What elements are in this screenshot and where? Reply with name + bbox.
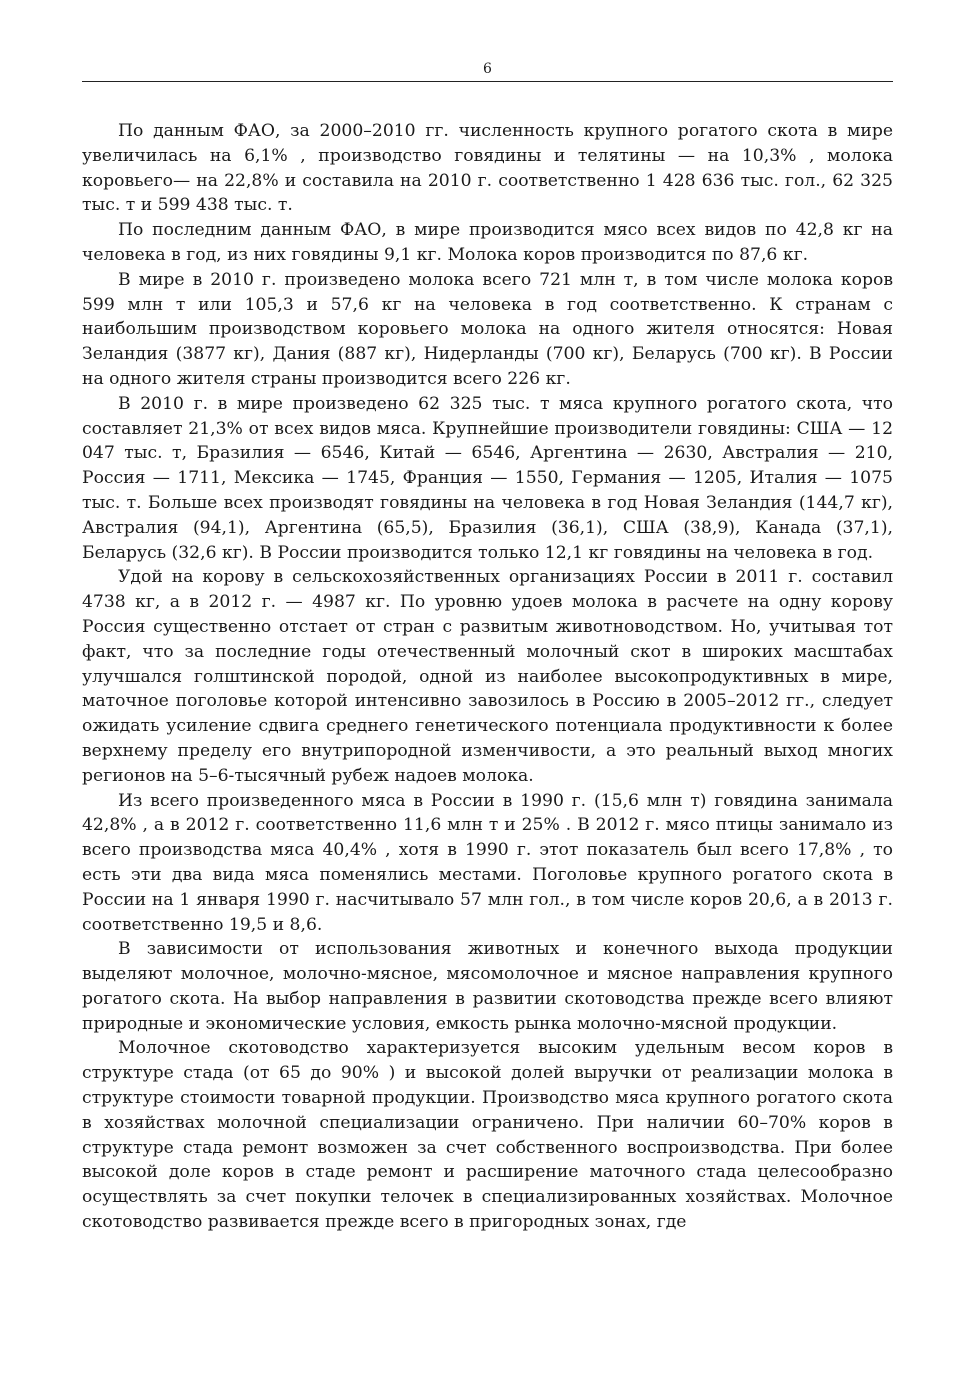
page-header: [82, 58, 893, 82]
paragraph: Из всего произведенного мяса в России в 1990 г. (15,6 млн т) говядина занимала 42,8% , а в 2012 г. соответственно 11,6 млн т и 25% . В 2012 г. мясо птицы занимало из всего производства мяса 40,4% , хотя в 1990 г. этот показатель был всего 17,8% , то есть эти два вида мяса поменялись местами. Поголовье крупного рогатого скота в России на 1 января 1990 г. насчитывало 57 млн гол., в том числе коров 20,6, а в 2013 г. соответственно 19,5 и 8,6.: [82, 790, 893, 935]
paragraph: По данным ФАО, за 2000–2010 гг. численность крупного рогатого скота в мире увеличилась на 6,1% , производство говядины и телятины — на 10,3% , молока коровьего— на 22,8% и составила на 2010 г. соответственно 1 428 636 тыс. гол., 62 325 тыс. т и 599 438 тыс. т.: [82, 121, 893, 216]
paragraph: Молочное скотоводство характеризуется высоким удельным весом коров в структуре стада (от 65 до 90% ) и высокой долей выручки от реализации молока в структуре стоимости товарной продукции. Производство мяса крупного рогатого скота в хозяйствах молочной специализации ограничено. При наличии 60–70% коров в структуре стада ремонт возможен за счет собственного воспроизводства. При более высокой доле коров в стаде ремонт и расширение маточного стада целесообразно осуществлять за счет покупки телочек в специализированных хозяйствах. Молочное скотоводство развивается прежде всего в пригородных зонах, где: [82, 1038, 893, 1233]
paragraph: По последним данным ФАО, в мире производится мясо всех видов по 42,8 кг на человека в год, из них говядины 9,1 кг. Молока коров производится по 87,6 кг.: [82, 220, 893, 265]
paragraph: В мире в 2010 г. произведено молока всего 721 млн т, в том числе молока коров 599 млн т или 105,3 и 57,6 кг на человека в год соответственно. К странам с наибольшим производством коровьего молока на одного жителя относятся: Новая Зеландия (3877 кг), Дания (887 кг), Нидерланды (700 кг), Беларусь (700 кг). В России на одного жителя страны производится всего 226 кг.: [82, 269, 893, 389]
paragraph: В 2010 г. в мире произведено 62 325 тыс. т мяса крупного рогатого скота, что составляет 21,3% от всех видов мяса. Крупнейшие производители говядины: США — 12 047 тыс. т, Бразилия — 6546, Китай — 6546, Аргентина — 2630, Австралия — 210, Россия — 1711, Мексика — 1745, Франция — 1550, Германия — 1205, Италия — 1075 тыс. т. Больше всех производят говядины на человека в год Новая Зеландия (144,7 кг), Австралия (94,1), Аргентина (65,5), Бразилия (36,1), США (38,9), Канада (37,1), Беларусь (32,6 кг). В России производится только 12,1 кг говядины на человека в год.: [82, 393, 893, 563]
page-number: 6: [483, 61, 492, 77]
page-body: [82, 119, 893, 1235]
paragraph: В зависимости от использования животных и конечного выхода продукции выделяют молочное, молочно-мясное, мясомолочное и мясное направления крупного рогатого скота. На выбор направления в развитии скотоводства прежде всего влияют природные и экономические условия, емкость рынка молочно-мясной продукции.: [82, 939, 893, 1034]
paragraph: Удой на корову в сельскохозяйственных организациях России в 2011 г. составил 4738 кг, а в 2012 г. — 4987 кг. По уровню удоев молока в расчете на одну корову Россия существенно отстает от стран с развитым животноводством. Но, учитывая тот факт, что за последние годы отечественный молочный скот в широких масштабах улучшался голштинской породой, одной из наиболее высокопродуктивных в мире, маточное поголовье которой интенсивно завозилось в Россию в 2005–2012 гг., следует ожидать усиление сдвига среднего генетического потенциала продуктивности к более верхнему пределу его внутрипородной изменчивости, а это реальный выход многих регионов на 5–6-тысячный рубеж надоев молока.: [82, 567, 893, 786]
document-page: [82, 0, 893, 1388]
